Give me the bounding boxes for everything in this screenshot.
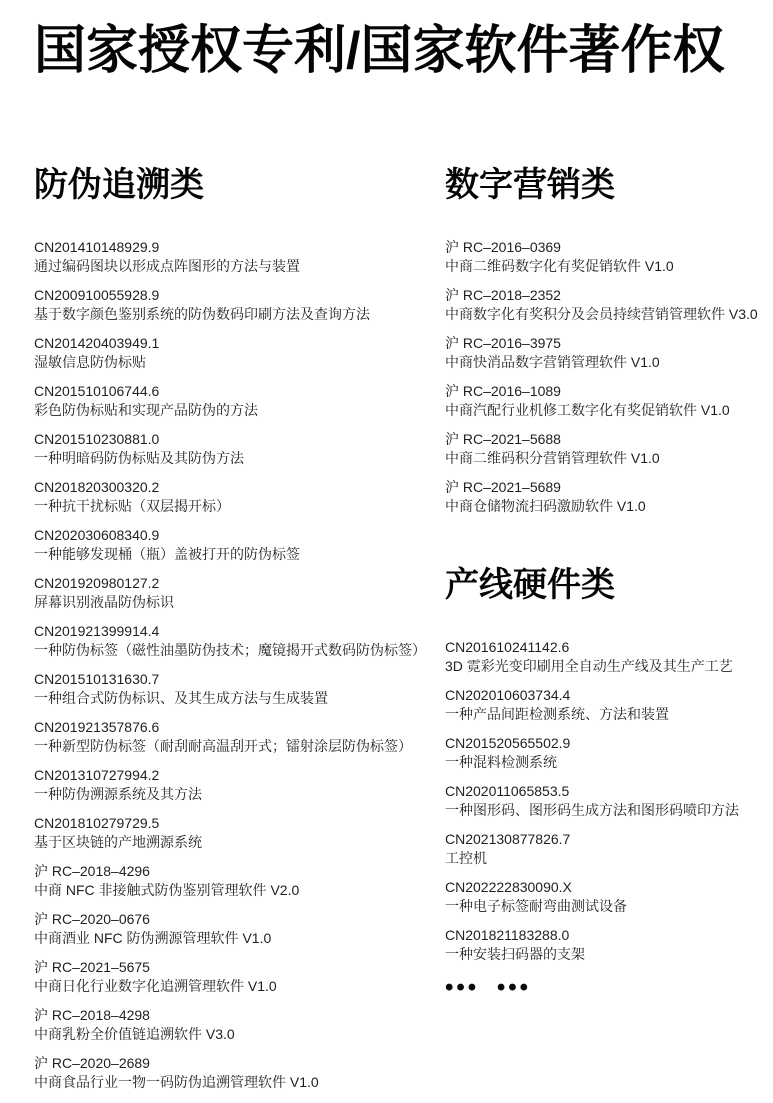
patent-code: CN201510230881.0 — [34, 431, 160, 448]
patent-entry — [445, 638, 739, 676]
patent-code: CN201820300320.2 — [34, 479, 160, 496]
patent-code: CN201510131630.7 — [34, 671, 160, 688]
patent-entry — [34, 622, 445, 660]
right-column — [445, 165, 758, 1001]
patent-name: 一种防伪溯源系统及其方法 — [34, 786, 202, 803]
more-items-ellipsis: ••• ••• — [445, 973, 532, 1001]
patent-entry — [445, 830, 739, 868]
patent-code: CN201810279729.5 — [34, 815, 160, 832]
patent-entry — [445, 334, 739, 372]
patent-name: 工控机 — [445, 849, 487, 866]
patent-code: CN202011065853.5 — [445, 782, 570, 799]
patent-entry — [34, 1006, 445, 1044]
patent-entry — [445, 734, 739, 772]
patent-name: 中商二维码数字化有奖促销软件 V1.0 — [445, 258, 674, 275]
patent-name: 中商数字化有奖积分及会员持续营销管理软件 V3.0 — [445, 306, 758, 323]
patent-code: 沪 RC–2018–4298 — [34, 1007, 150, 1024]
patent-name: 一种电子标签耐弯曲测试设备 — [445, 897, 627, 914]
patent-code: CN201921399914.4 — [34, 623, 160, 640]
patent-name: 中商汽配行业机修工数字化有奖促销软件 V1.0 — [445, 402, 730, 419]
section-digital-marketing — [445, 165, 758, 516]
patent-entry — [34, 238, 445, 276]
patent-entry — [445, 926, 739, 964]
patent-entry — [34, 910, 445, 948]
patent-name: 中商快消品数字营销管理软件 V1.0 — [445, 354, 660, 371]
patent-entry — [34, 670, 445, 708]
patent-code: 沪 RC–2020–2689 — [34, 1055, 150, 1072]
patent-entry — [34, 382, 445, 420]
patent-code: CN201921357876.6 — [34, 719, 160, 736]
patent-code: 沪 RC–2016–1089 — [445, 383, 561, 400]
patent-code: 沪 RC–2018–4296 — [34, 863, 150, 880]
patent-entry — [34, 766, 445, 804]
patent-entry — [445, 686, 739, 724]
patent-name: 一种能够发现桶（瓶）盖被打开的防伪标签 — [34, 546, 300, 563]
patent-code: CN201610241142.6 — [445, 638, 570, 655]
section-production-line-hardware — [445, 565, 739, 964]
patent-code: CN202130877826.7 — [445, 830, 571, 847]
patent-code: CN201920980127.2 — [34, 575, 160, 592]
patent-entry — [34, 526, 445, 564]
patent-entry — [34, 478, 445, 516]
patent-entry — [34, 334, 445, 372]
patent-name: 屏幕识别液晶防伪标识 — [34, 594, 174, 611]
patent-name: 一种安装扫码器的支架 — [445, 945, 585, 962]
page-title: 国家授权专利/国家软件著作权 — [34, 22, 725, 80]
patent-name: 通过编码图块以形成点阵图形的方法与装置 — [34, 258, 300, 275]
patent-code: 沪 RC–2021–5675 — [34, 959, 150, 976]
section-heading: 数字营销类 — [445, 166, 615, 205]
patent-name: 中商 NFC 非接触式防伪鉴别管理软件 V2.0 — [34, 882, 300, 899]
patent-code: CN201510106744.6 — [34, 383, 160, 400]
patent-name: 湿敏信息防伪标贴 — [34, 354, 146, 371]
patent-name: 中商乳粉全价值链追溯软件 V3.0 — [34, 1026, 235, 1043]
patent-name: 3D 霓彩光变印刷用全自动生产线及其生产工艺 — [445, 657, 733, 674]
patent-name: 中商仓储物流扫码激励软件 V1.0 — [445, 498, 646, 515]
patent-entry — [445, 782, 739, 820]
patent-code: CN202222830090.X — [445, 878, 572, 895]
patent-name: 一种明暗码防伪标贴及其防伪方法 — [34, 450, 244, 467]
patent-code: CN201410148929.9 — [34, 239, 160, 256]
patent-code: 沪 RC–2018–2352 — [445, 287, 561, 304]
patent-code: CN200910055928.9 — [34, 287, 160, 304]
patent-entry — [34, 286, 445, 324]
content-columns — [34, 165, 758, 1102]
patent-name: 一种防伪标签（磁性油墨防伪技术；魔镜揭开式数码防伪标签） — [34, 642, 426, 659]
section-heading: 防伪追溯类 — [34, 166, 204, 205]
left-column — [34, 165, 445, 1102]
patent-name: 一种产品间距检测系统、方法和装置 — [445, 705, 669, 722]
patent-name: 一种抗干扰标贴（双层揭开标） — [34, 498, 230, 515]
patent-code: CN202010603734.4 — [445, 686, 571, 703]
patent-entry — [34, 574, 445, 612]
patent-name: 一种混料检测系统 — [445, 753, 557, 770]
patent-code: 沪 RC–2016–3975 — [445, 335, 561, 352]
patent-code: 沪 RC–2021–5688 — [445, 431, 561, 448]
patent-entry — [34, 430, 445, 468]
patent-entry — [445, 238, 739, 276]
patent-entry — [445, 286, 758, 324]
patent-code: CN202030608340.9 — [34, 527, 160, 544]
patent-name: 中商酒业 NFC 防伪溯源管理软件 V1.0 — [34, 930, 272, 947]
patent-entry — [34, 718, 445, 756]
patent-name: 中商日化行业数字化追溯管理软件 V1.0 — [34, 978, 277, 995]
patent-entry — [34, 814, 445, 852]
patent-name: 中商食品行业一物一码防伪追溯管理软件 V1.0 — [34, 1074, 319, 1091]
patent-entry — [445, 878, 739, 916]
patent-name: 一种组合式防伪标识、及其生成方法与生成装置 — [34, 690, 328, 707]
patent-code: 沪 RC–2020–0676 — [34, 911, 150, 928]
patent-name: 彩色防伪标贴和实现产品防伪的方法 — [34, 402, 258, 419]
patent-code: 沪 RC–2021–5689 — [445, 479, 561, 496]
patent-name: 基于数字颜色鉴别系统的防伪数码印刷方法及查询方法 — [34, 306, 370, 323]
patent-name: 一种新型防伪标签（耐刮耐高温刮开式；镭射涂层防伪标签） — [34, 738, 412, 755]
patent-code: CN201310727994.2 — [34, 767, 160, 784]
patent-name: 中商二维码积分营销管理软件 V1.0 — [445, 450, 660, 467]
patent-entry — [445, 478, 739, 516]
patent-code: 沪 RC–2016–0369 — [445, 239, 561, 256]
patent-code: CN201520565502.9 — [445, 734, 571, 751]
patent-entry — [34, 958, 445, 996]
patent-entry — [445, 430, 739, 468]
section-heading: 产线硬件类 — [445, 566, 615, 605]
patent-name: 一种图形码、图形码生成方法和图形码喷印方法 — [445, 801, 739, 818]
patent-entry — [445, 382, 739, 420]
patent-entry — [34, 862, 445, 900]
patent-code: CN201821183288.0 — [445, 926, 570, 943]
patent-entry — [34, 1054, 445, 1092]
patent-code: CN201420403949.1 — [34, 335, 160, 352]
section-anti-counterfeit-trace — [34, 165, 445, 1092]
patent-name: 基于区块链的产地溯源系统 — [34, 834, 202, 851]
